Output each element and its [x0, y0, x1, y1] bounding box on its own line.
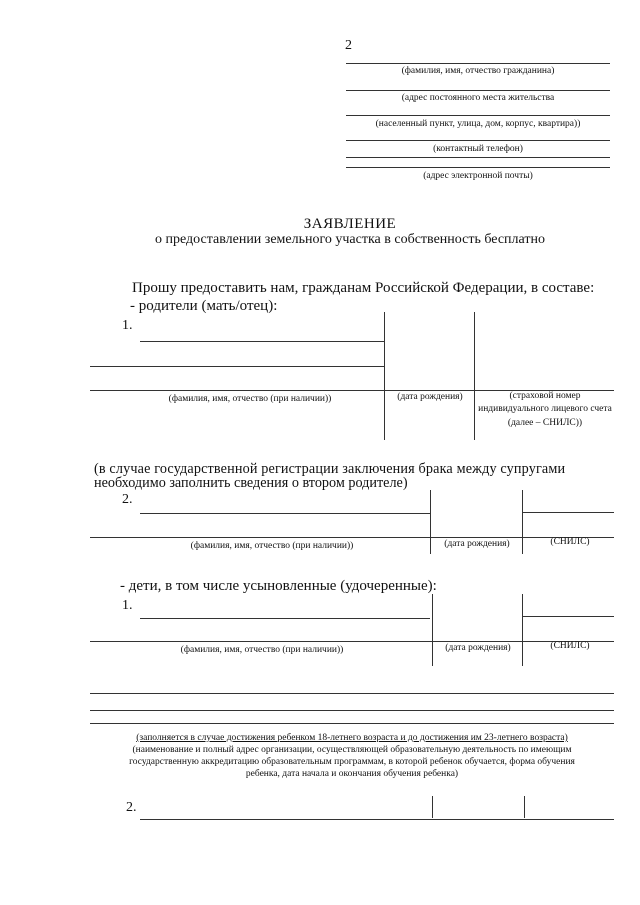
phone-caption: (контактный телефон): [433, 144, 523, 154]
parent2-dob-caption: (дата рождения): [444, 539, 510, 549]
marriage-note-line1: (в случае государственной регистрации заключения брака между супругами: [94, 461, 566, 477]
education-line-3: [90, 723, 614, 724]
address-caption: (адрес постоянного места жительства: [401, 93, 555, 103]
phone-line: [346, 157, 610, 158]
child1-divider-2: [522, 594, 523, 666]
parent2-divider-1: [430, 490, 431, 554]
education-note-line3: государственную аккредитацию образовательным программам, в которой ребенок обучается, форма обучения: [129, 757, 575, 767]
child1-snils-line: [522, 616, 614, 617]
parent1-fio-line-1: [140, 341, 384, 342]
education-line-1: [90, 693, 614, 694]
email-line: [346, 167, 610, 168]
parent2-number: 2.: [122, 492, 133, 507]
child2-number: 2.: [126, 800, 137, 815]
parent1-fio-line-2: [90, 366, 384, 367]
parent1-divider-1: [384, 312, 385, 440]
parent2-snils-line: [522, 512, 614, 513]
phone-line-top: [346, 140, 610, 141]
children-label: - дети, в том числе усыновленные (удочеренные):: [120, 578, 437, 594]
education-line-2: [90, 710, 614, 711]
email-caption: (адрес электронной почты): [423, 171, 533, 181]
child2-fio-line: [140, 819, 614, 820]
document-title: ЗАЯВЛЕНИЕ: [303, 216, 397, 232]
parent1-dob-caption: (дата рождения): [397, 392, 463, 402]
page-number: 2: [345, 38, 352, 53]
parent2-divider-2: [522, 490, 523, 554]
parent1-fio-caption: (фамилия, имя, отчество (при наличии)): [168, 394, 332, 404]
education-note-line1: (заполняется в случае достижения ребенком 18-летнего возраста и до достижения им 23-летнего возраста): [136, 733, 568, 743]
marriage-note-line2: необходимо заполнить сведения о втором родителе): [94, 475, 408, 491]
fio-line: [346, 63, 610, 64]
child2-divider-1: [432, 796, 433, 818]
child1-snils-caption: (СНИЛС): [550, 641, 590, 651]
child1-divider-1: [432, 594, 433, 666]
child1-number: 1.: [122, 598, 133, 613]
document-subtitle: о предоставлении земельного участка в собственность бесплатно: [154, 232, 545, 247]
fio-caption: (фамилия, имя, отчество гражданина): [401, 66, 555, 76]
parent1-snils-caption: (страховой номер индивидуального лицевого счета (далее – СНИЛС)): [478, 391, 612, 428]
parent2-fio-caption: (фамилия, имя, отчество (при наличии)): [190, 541, 354, 551]
address-line: [346, 90, 610, 91]
parents-label: - родители (мать/отец):: [130, 298, 278, 314]
child1-dob-caption: (дата рождения): [445, 643, 511, 653]
parent2-fio-line: [140, 513, 430, 514]
child1-fio-caption: (фамилия, имя, отчество (при наличии)): [180, 645, 344, 655]
parent1-number: 1.: [122, 318, 133, 333]
child1-fio-line: [140, 618, 430, 619]
locality-caption: (населенный пункт, улица, дом, корпус, квартира)): [375, 119, 581, 129]
request-text: Прошу предоставить нам, гражданам Российской Федерации, в составе:: [132, 280, 595, 296]
parent2-snils-caption: (СНИЛС): [550, 537, 590, 547]
education-note-line4: ребенка, дата начала и окончания обучения ребенка): [245, 769, 459, 779]
locality-line: [346, 115, 610, 116]
parent1-divider-2: [474, 312, 475, 440]
child2-divider-2: [524, 796, 525, 818]
education-note-line2: (наименование и полный адрес организации, осуществляющей образовательную деятельность по имеющим: [132, 745, 572, 755]
